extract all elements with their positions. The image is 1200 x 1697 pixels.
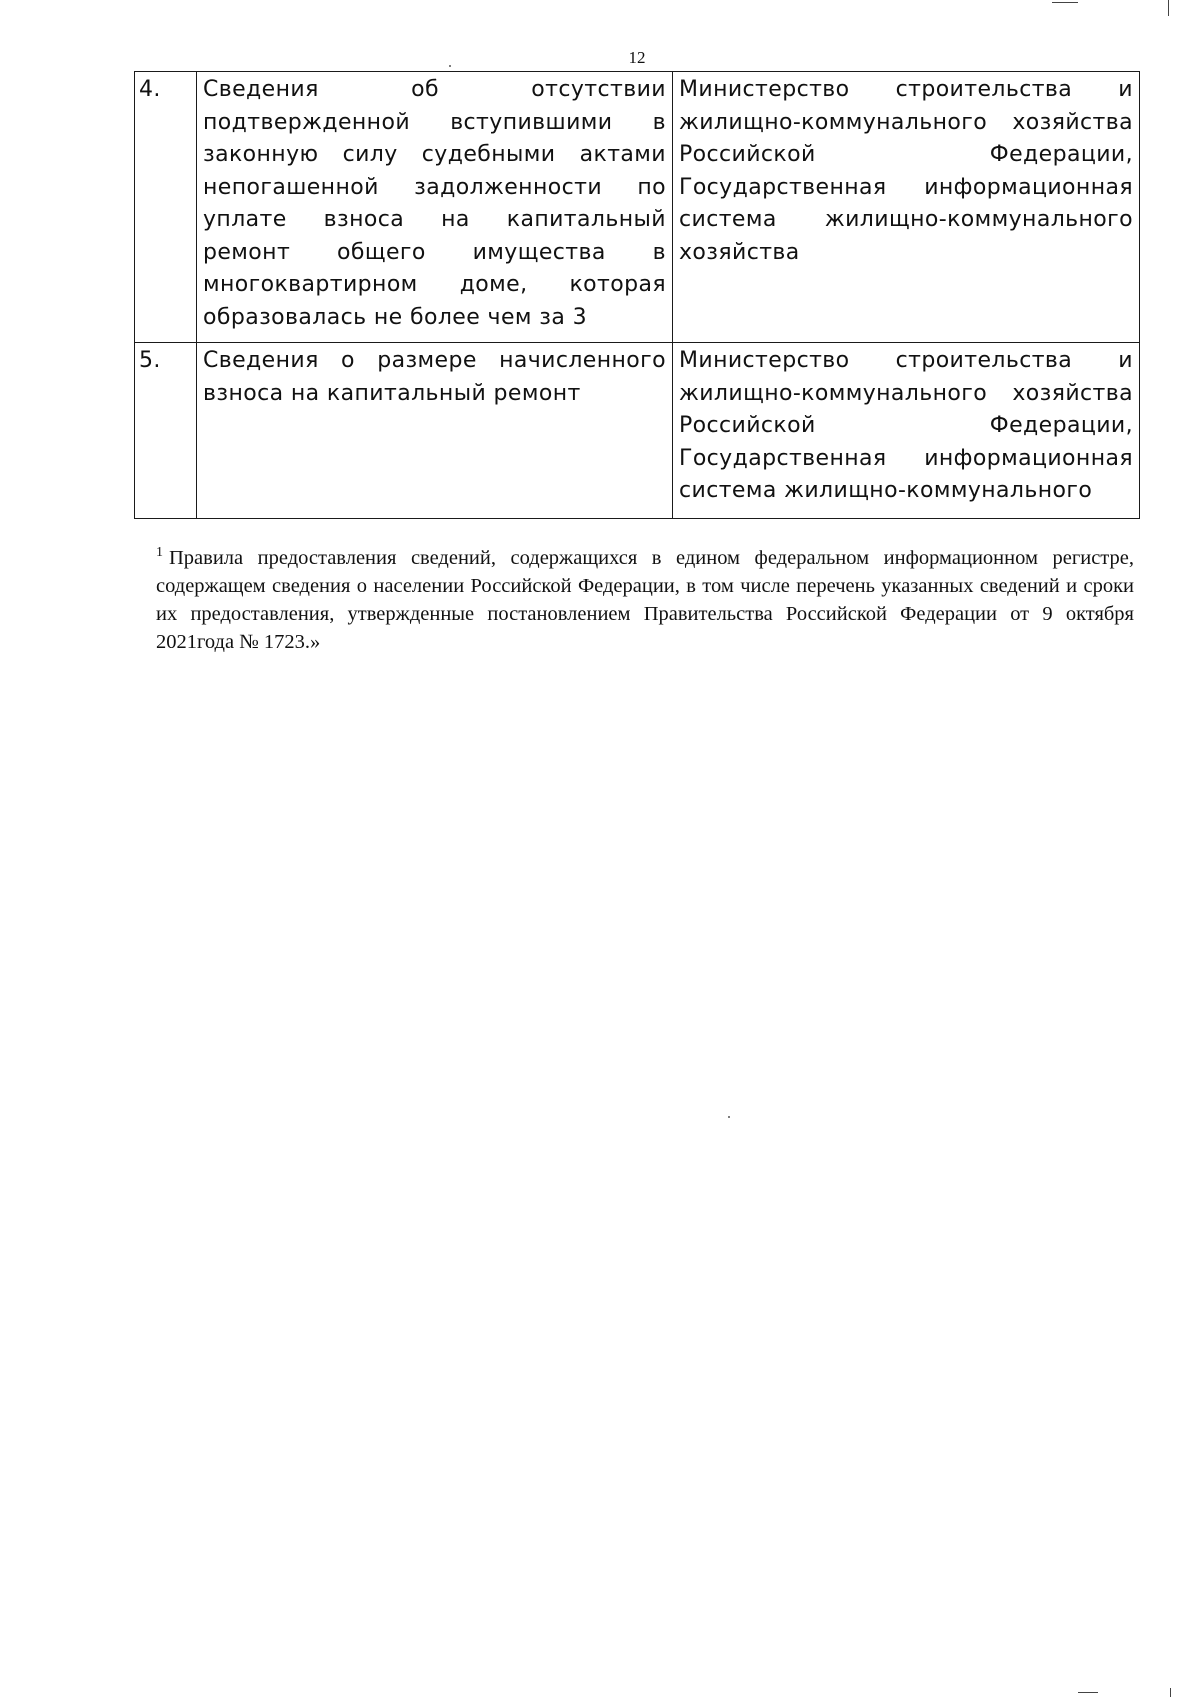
row-description: Сведения о размере начисленного взноса на капитальный ремонт: [197, 343, 673, 519]
table-row: [135, 343, 1140, 519]
scan-edge-mark: [1052, 2, 1078, 3]
row-source: Министерство строительства и жилищно-коммунального хозяйства Российской Федерации, Государственная информационная система жилищно-коммунального хозяйства: [673, 72, 1140, 343]
page-number: 12: [628, 48, 646, 67]
scan-edge-mark: [1168, 0, 1169, 16]
row-number: 5.: [135, 343, 197, 519]
scan-speck: [728, 1116, 730, 1118]
footnote-text: Правила предоставления сведений, содержащихся в едином федеральном информационном регистре, содержащем сведения о населении Российской Федерации, в том числе перечень указанных сведений и сроки их предоставления, утвержденные постановлением Правительства Российской Федерации от 9 октября 2021года № 1723.»: [156, 547, 1134, 653]
row-number: 4.: [135, 72, 197, 343]
information-table: [134, 71, 1140, 519]
scan-edge-mark: [1170, 1688, 1171, 1697]
footnote: [156, 544, 1134, 656]
row-description: Сведения об отсутствии подтвержденной вступившими в законную силу судебными актами непогашенной задолженности по уплате взноса на капитальный ремонт общего имущества в многоквартирном доме, которая образовалась не более чем за 3: [197, 72, 673, 343]
scan-speck: [449, 65, 451, 67]
footnote-marker: 1: [156, 545, 163, 560]
table-row: [135, 72, 1140, 343]
row-source: Министерство строительства и жилищно-коммунального хозяйства Российской Федерации, Государственная информационная система жилищно-коммунального: [673, 343, 1140, 519]
scan-edge-mark: [1078, 1692, 1098, 1693]
